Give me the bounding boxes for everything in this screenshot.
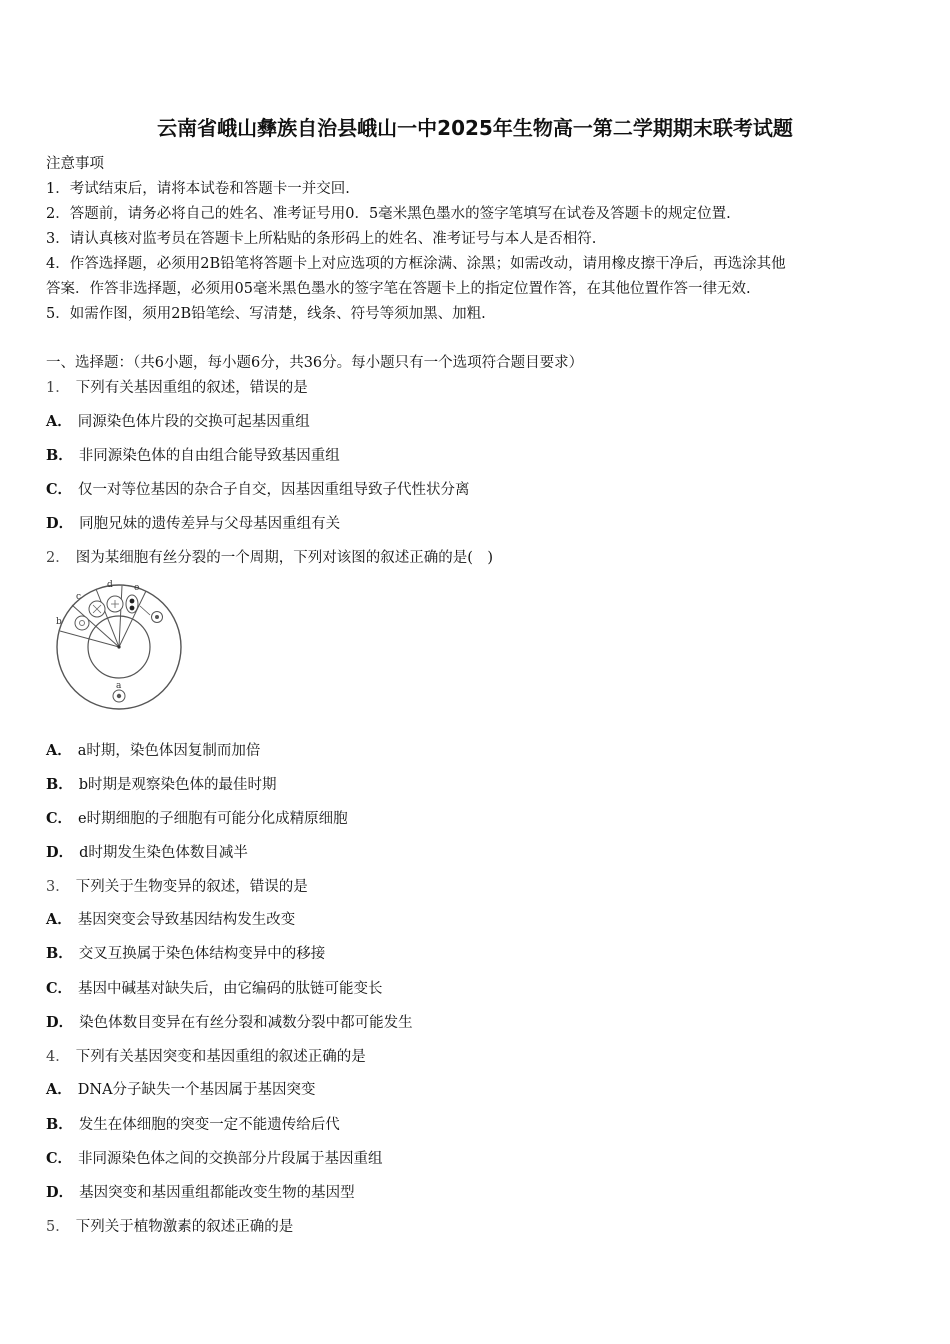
option-text: 基因中碱基对缺失后，由它编码的肽链可能变长: [78, 981, 383, 997]
option-d[interactable]: [46, 1011, 413, 1032]
option-letter: D．: [46, 1014, 74, 1031]
option-text: d时期发生染色体数目减半: [79, 845, 248, 861]
notice-item: 2．答题前，请务必将自己的姓名、准考证号用0．5毫米黑色墨水的签字笔填写在试卷及答题卡的规定位置.: [46, 206, 731, 222]
cell-b: [75, 616, 89, 630]
cell-cycle-figure: [52, 575, 187, 715]
option-letter: B．: [46, 945, 73, 962]
question-stem: [46, 1045, 366, 1066]
exam-title: 云南省峨山彝族自治县峨山一中2025年生物高一第二学期期末联考试题: [157, 116, 793, 140]
option-a[interactable]: [46, 908, 295, 929]
question-text: 下列关于生物变异的叙述，错误的是: [75, 879, 308, 895]
option-letter: A．: [46, 1081, 72, 1098]
label-b: b: [56, 617, 62, 627]
question-number: 2．: [46, 550, 70, 566]
label-c: c: [76, 592, 82, 602]
notice-item: 答案．作答非选择题，必须用05毫米黑色墨水的签字笔在答题卡上的指定位置作答，在其他位置作答一律无效.: [46, 281, 751, 297]
option-a[interactable]: [46, 739, 260, 760]
option-letter: A．: [46, 742, 72, 759]
option-a[interactable]: [46, 1078, 316, 1099]
option-letter: B．: [46, 1116, 73, 1133]
option-b[interactable]: [46, 1113, 340, 1134]
option-text: 染色体数目变异在有丝分裂和减数分裂中都可能发生: [79, 1015, 413, 1031]
option-a[interactable]: [46, 410, 310, 431]
question-text: 下列关于植物激素的叙述正确的是: [75, 1219, 294, 1235]
question-stem: [46, 546, 493, 567]
option-c[interactable]: [46, 807, 348, 828]
option-d[interactable]: [46, 512, 340, 533]
option-letter: B．: [46, 447, 73, 464]
option-text: 非同源染色体之间的交换部分片段属于基因重组: [78, 1151, 383, 1167]
question-number: 5．: [46, 1219, 70, 1235]
center-dot: [117, 645, 120, 648]
option-letter: D．: [46, 515, 74, 532]
notice-item: 1．考试结束后，请将本试卷和答题卡一并交回.: [46, 181, 350, 197]
option-d[interactable]: [46, 1181, 355, 1202]
option-letter: C．: [46, 980, 73, 997]
option-c[interactable]: [46, 977, 383, 998]
option-text: e时期细胞的子细胞有可能分化成精原细胞: [78, 811, 348, 827]
notice-item: 5．如需作图，须用2B铅笔绘、写清楚，线条、符号等须加黑、加粗.: [46, 306, 486, 322]
option-b[interactable]: [46, 444, 340, 465]
option-text: DNA分子缺失一个基因属于基因突变: [77, 1082, 316, 1098]
option-text: 基因突变会导致基因结构发生改变: [77, 912, 296, 928]
option-text: a时期，染色体因复制而加倍: [77, 743, 261, 759]
option-letter: C．: [46, 481, 73, 498]
label-e: e: [134, 583, 140, 593]
notice-item: 3．请认真核对监考员在答题卡上所粘贴的条形码上的姓名、准考证号与本人是否相符.: [46, 231, 597, 247]
option-text: b时期是观察染色体的最佳时期: [78, 777, 277, 793]
option-letter: A．: [46, 911, 72, 928]
section-heading: 一、选择题：（共6小题，每小题6分，共36分。每小题只有一个选项符合题目要求）: [46, 355, 584, 371]
option-letter: C．: [46, 810, 73, 827]
option-text: 同源染色体片段的交换可起基因重组: [77, 414, 310, 430]
question-text: 下列有关基因重组的叙述，错误的是: [75, 380, 308, 396]
option-b[interactable]: [46, 942, 325, 963]
notice-item: 4．作答选择题，必须用2B铅笔将答题卡上对应选项的方框涂满、涂黑；如需改动，请用橡皮擦干净后，再选涂其他: [46, 256, 786, 272]
label-d: d: [107, 580, 113, 590]
question-text: 图为某细胞有丝分裂的一个周期，下列对该图的叙述正确的是( ): [75, 550, 494, 566]
question-stem: [46, 1215, 293, 1236]
question-stem: [46, 875, 308, 896]
option-letter: A．: [46, 413, 72, 430]
option-text: 发生在体细胞的突变一定不能遗传给后代: [78, 1117, 340, 1133]
question-number: 4．: [46, 1049, 70, 1065]
label-a: a: [116, 681, 122, 691]
option-c[interactable]: [46, 1147, 383, 1168]
question-number: 3．: [46, 879, 70, 895]
option-text: 非同源染色体的自由组合能导致基因重组: [78, 448, 340, 464]
option-text: 同胞兄妹的遗传差异与父母基因重组有关: [79, 516, 341, 532]
question-stem: [46, 376, 308, 397]
notice-heading: 注意事项: [46, 156, 104, 172]
option-letter: B．: [46, 776, 73, 793]
option-text: 基因突变和基因重组都能改变生物的基因型: [79, 1185, 355, 1201]
option-letter: D．: [46, 1184, 74, 1201]
question-number: 1．: [46, 380, 70, 396]
option-b[interactable]: [46, 773, 277, 794]
question-text: 下列有关基因突变和基因重组的叙述正确的是: [75, 1049, 366, 1065]
option-letter: D．: [46, 844, 74, 861]
option-letter: C．: [46, 1150, 73, 1167]
option-text: 交叉互换属于染色体结构变异中的移接: [78, 946, 326, 962]
option-d[interactable]: [46, 841, 248, 862]
option-text: 仅一对等位基因的杂合子自交，因基因重组导致子代性状分离: [78, 482, 470, 498]
option-c[interactable]: [46, 478, 470, 499]
